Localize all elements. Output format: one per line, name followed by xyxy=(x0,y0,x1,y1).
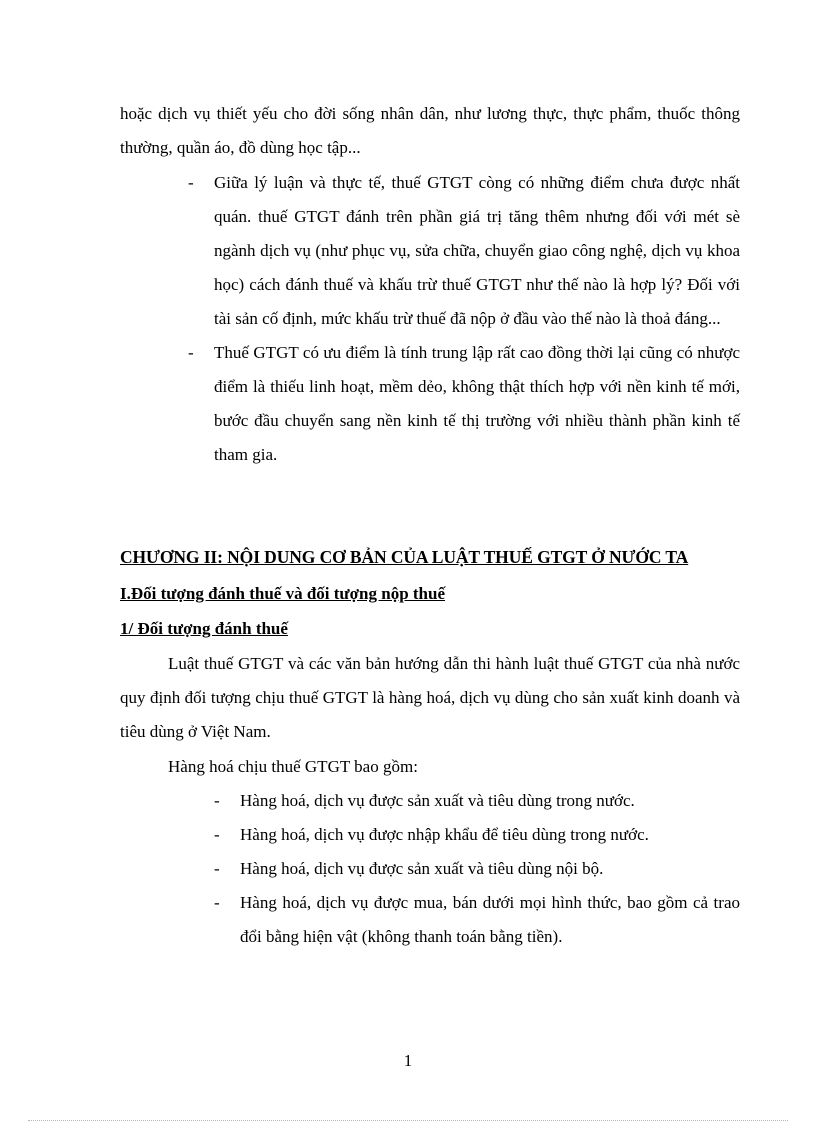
bottom-dash-list xyxy=(214,784,740,954)
dash-bullet: - xyxy=(214,825,220,844)
list-item xyxy=(214,784,740,818)
dash-bullet: - xyxy=(214,893,220,912)
page-number: 1 xyxy=(403,1051,413,1070)
dash-bullet: - xyxy=(214,859,220,878)
dash-bullet: - xyxy=(188,343,194,362)
list-item-text: Hàng hoá, dịch vụ được sản xuất và tiêu dùng nội bộ. xyxy=(240,859,604,878)
top-dash-list xyxy=(188,166,740,472)
footer-divider xyxy=(28,1120,788,1121)
list-item xyxy=(214,886,740,954)
subsection-heading: 1/ Đối tượng đánh thuế xyxy=(120,619,288,638)
list-item xyxy=(214,818,740,852)
body-paragraph: Luật thuế GTGT và các văn bản hướng dẫn thi hành luật thuế GTGT của nhà nước quy định đối tượng chịu thuế GTGT là hàng hoá, dịch vụ dùng cho sản xuất kinh doanh và tiêu dùng ở Việt Nam. xyxy=(120,654,740,741)
section-heading: I.Đối tượng đánh thuế và đối tượng nộp thuế xyxy=(120,584,446,603)
list-item xyxy=(214,852,740,886)
list-item-text: Thuế GTGT có ưu điểm là tính trung lập rất cao đồng thời lại cũng có nhược điểm là thiếu linh hoạt, mềm dẻo, không thật thích hợp với nền kinh tế mới, bước đầu chuyển sang nền kinh tế thị trường với nhiều thành phần kinh tế tham gia. xyxy=(214,343,740,464)
chapter-heading: CHƯƠNG II: NỘI DUNG CƠ BẢN CỦA LUẬT THUẾ GTGT Ở NƯỚC TA xyxy=(120,547,689,567)
list-intro-paragraph: Hàng hoá chịu thuế GTGT bao gồm: xyxy=(168,757,418,776)
list-item-text: Hàng hoá, dịch vụ được sản xuất và tiêu dùng trong nước. xyxy=(240,791,635,810)
dash-bullet: - xyxy=(188,173,194,192)
list-item-text: Hàng hoá, dịch vụ được mua, bán dưới mọi hình thức, bao gồm cả trao đổi bằng hiện vật (không thanh toán bằng tiền). xyxy=(240,893,740,946)
list-item xyxy=(188,336,740,472)
list-item xyxy=(188,166,740,336)
continuation-paragraph: hoặc dịch vụ thiết yếu cho đời sống nhân dân, như lương thực, thực phẩm, thuốc thông thường, quần áo, đồ dùng học tập... xyxy=(120,104,740,157)
dash-bullet: - xyxy=(214,791,220,810)
list-item-text: Hàng hoá, dịch vụ được nhập khẩu để tiêu dùng trong nước. xyxy=(240,825,649,844)
list-item-text: Giữa lý luận và thực tế, thuế GTGT còng có những điểm chưa được nhất quán. thuế GTGT đánh trên phần giá trị tăng thêm nhưng đối với mét sè ngành dịch vụ (như phục vụ, sửa chữa, chuyển giao công nghệ, dịch vụ khoa học) cách đánh thuế và khấu trừ thuế GTGT như thế nào là hợp lý? Đối với tài sản cố định, mức khấu trừ thuế đã nộp ở đầu vào thế nào là thoả đáng... xyxy=(214,173,740,328)
